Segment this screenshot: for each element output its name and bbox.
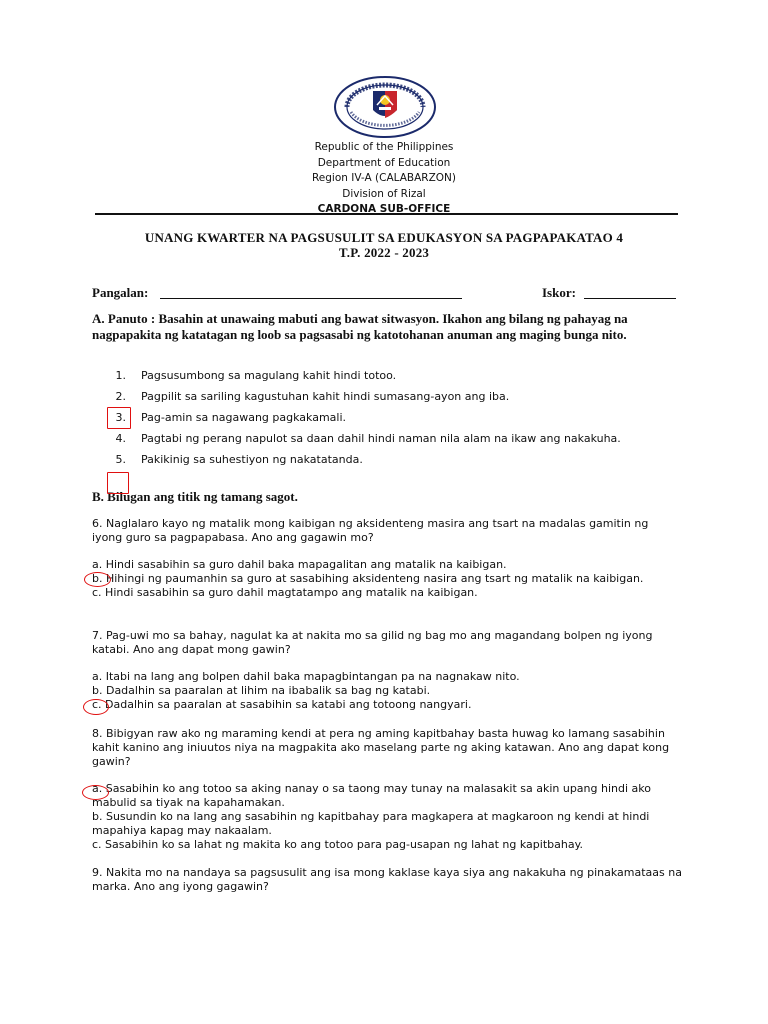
score-label: Iskor: — [542, 285, 576, 300]
question-stem: 9. Nakita mo na nandaya sa pagsusulit ang isa mong kaklase kaya siya ang nakakuha ng pinakamataas na marka. Ano ang iyong gagawin? — [92, 866, 682, 893]
answer-circle-mark — [84, 572, 111, 587]
choice-a[interactable]: a. Itabi na lang ang bolpen dahil baka mapagbintangan pa na nagnakaw nito. — [92, 670, 520, 683]
name-field[interactable] — [160, 298, 462, 299]
deped-seal-icon — [333, 76, 437, 138]
exam-title-line: UNANG KWARTER NA PAGSUSULIT SA EDUKASYON SA PAGPAPAKATAO 4 — [144, 230, 624, 245]
score-field[interactable] — [584, 298, 676, 299]
list-item — [112, 431, 672, 452]
header-divider — [95, 213, 678, 215]
question-stem: 8. Bibigyan raw ako ng maraming kendi at pera ng aming kapitbahay basta huwag ko lamang sasabihin kahit kanino ang iniuutos niya na magpakita ako maselang parte ng aking katawan. Ano ang dapat kong gawin? — [92, 727, 670, 768]
list-item — [112, 410, 672, 431]
item-text: Pag-amin sa nagawang pagkakamali. — [141, 411, 347, 424]
item-text: Pagpilit sa sariling kagustuhan kahit hindi sumasang-ayon ang iba. — [141, 390, 510, 403]
division-line: Division of Rizal — [342, 187, 426, 200]
choice-a[interactable]: a. Hindi sasabihin sa guro dahil baka mapagalitan ang matalik na kaibigan. — [92, 558, 507, 571]
question-7 — [92, 629, 682, 712]
answer-box-mark — [107, 472, 129, 494]
choice-b[interactable]: b. Susundin ko na lang ang sasabihin ng kapitbahay para magkapera at magkaroon ng kendi at hindi mapahiya kapag may nakaalam. — [92, 810, 650, 837]
list-item — [112, 368, 672, 389]
item-number[interactable]: 5. — [115, 453, 126, 466]
list-item — [112, 452, 672, 473]
item-number[interactable]: 2. — [115, 390, 126, 403]
section-a-instruction: A. Panuto : Basahin at unawaing mabuti ang bawat sitwasyon. Ikahon ang bilang ng pahayag na nagpapakita ng katatagan ng loob sa pagsasabi ng katotohanan anuman ang maging bunga nito. — [92, 311, 628, 342]
choice-a[interactable]: a. Sasabihin ko ang totoo sa aking nanay o sa taong may tunay na malasakit sa akin upang hindi ako mabulid sa tiyak na kapahamakan. — [92, 782, 651, 809]
exam-title — [0, 230, 768, 260]
choice-c[interactable]: c. Dadalhin sa paaralan at sasabihin sa katabi ang totoong nangyari. — [92, 698, 472, 711]
item-text: Pagtabi ng perang napulot sa daan dahil hindi naman nila alam na ikaw ang nakakuha. — [141, 432, 621, 445]
item-text: Pakikinig sa suhestiyon ng nakatatanda. — [141, 453, 363, 466]
choice-c[interactable]: c. Hindi sasabihin sa guro dahil magtatampo ang matalik na kaibigan. — [92, 586, 478, 599]
section-b-instruction: B. Bilugan ang titik ng tamang sagot. — [92, 489, 298, 504]
item-number[interactable]: 4. — [115, 432, 126, 445]
department-line: Department of Education — [317, 156, 451, 169]
item-number[interactable]: 3. — [115, 411, 126, 424]
answer-circle-mark — [83, 699, 109, 715]
answer-box-mark — [107, 407, 131, 429]
answer-circle-mark — [82, 785, 109, 800]
item-number[interactable]: 1. — [115, 369, 126, 382]
region-line: Region IV-A (CALABARZON) — [311, 172, 456, 184]
section-a-list — [112, 368, 672, 473]
letterhead — [0, 140, 768, 218]
question-stem: 7. Pag-uwi mo sa bahay, nagulat ka at nakita mo sa gilid ng bag mo ang magandang bolpen ng iyong katabi. Ano ang dapat mong gawin? — [92, 629, 653, 656]
office-line: CARDONA SUB-OFFICE — [317, 203, 451, 215]
country-line: Republic of the Philippines — [314, 141, 454, 153]
question-stem: 6. Naglalaro kayo ng matalik mong kaibigan ng aksidenteng masira ang tsart na madalas gamitin ng iyong guro sa pagpapabasa. Ano ang gagawin mo? — [92, 517, 649, 544]
item-text: Pagsusumbong sa magulang kahit hindi totoo. — [141, 369, 397, 382]
list-item — [112, 389, 672, 410]
choice-c[interactable]: c. Sasabihin ko sa lahat ng makita ko ang totoo para pag-usapan ng lahat ng kapitbahay. — [92, 838, 584, 851]
question-6 — [92, 517, 682, 600]
choice-b[interactable]: b. Dadalhin sa paaralan at lihim na ibabalik sa bag ng katabi. — [92, 684, 431, 697]
question-9 — [92, 866, 682, 907]
name-label: Pangalan: — [92, 285, 149, 300]
question-8 — [92, 727, 682, 852]
school-year-line: T.P. 2022 - 2023 — [338, 245, 430, 260]
choice-b[interactable]: b. Hihingi ng paumanhin sa guro at sasabihing aksidenteng nasira ang tsart ng matalik na kaibigan. — [92, 572, 644, 585]
name-score-row — [92, 285, 682, 303]
